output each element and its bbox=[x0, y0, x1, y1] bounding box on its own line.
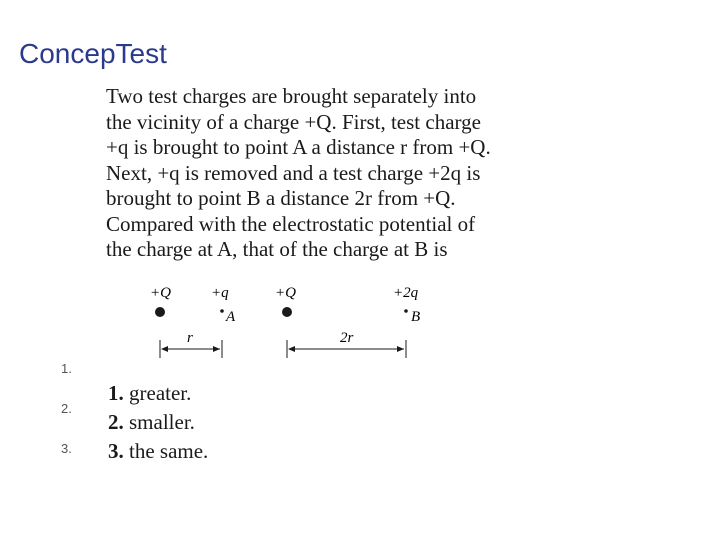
bullet-number-2: 2. bbox=[61, 401, 72, 416]
point-a-label: A bbox=[226, 309, 236, 325]
question-line: brought to point B a distance 2r from +Q. bbox=[106, 186, 456, 210]
source-charge-dot-left bbox=[155, 307, 165, 317]
answer-choice-2[interactable] bbox=[108, 410, 195, 435]
choice-text: greater. bbox=[129, 381, 192, 405]
question-line: Two test charges are brought separately into bbox=[106, 84, 477, 108]
point-b-label: B bbox=[411, 309, 421, 325]
point-b-dot bbox=[404, 309, 408, 313]
choice-text: smaller. bbox=[129, 410, 195, 434]
test-charge-label-right: +2q bbox=[393, 285, 419, 301]
slide-title: ConcepTest bbox=[19, 38, 167, 69]
choice-number: 2. bbox=[108, 410, 124, 434]
source-charge-label-left: +Q bbox=[150, 285, 171, 301]
distance-label-2r: 2r bbox=[340, 330, 354, 346]
choice-text: the same. bbox=[129, 439, 209, 463]
distance-label-r: r bbox=[187, 330, 193, 346]
question-line: the vicinity of a charge +Q. First, test charge bbox=[106, 109, 481, 134]
answer-choice-1[interactable] bbox=[108, 381, 191, 406]
question-line: Next, +q is removed and a test charge +2q is bbox=[106, 160, 481, 185]
choice-number: 3. bbox=[108, 439, 124, 463]
point-a-dot bbox=[220, 309, 224, 313]
question-line: the charge at A, that of the charge at B is bbox=[106, 237, 448, 261]
answer-choice-3[interactable] bbox=[108, 439, 208, 464]
question-line: +q is brought to point A a distance r from +Q. bbox=[106, 135, 491, 159]
source-charge-dot-right bbox=[282, 307, 292, 317]
source-charge-label-right: +Q bbox=[275, 285, 296, 301]
test-charge-label-left: +q bbox=[211, 285, 229, 301]
choice-number: 1. bbox=[108, 381, 124, 405]
question-line: Compared with the electrostatic potential of bbox=[106, 211, 476, 236]
bullet-number-1: 1. bbox=[61, 361, 72, 376]
bullet-number-3: 3. bbox=[61, 441, 72, 456]
